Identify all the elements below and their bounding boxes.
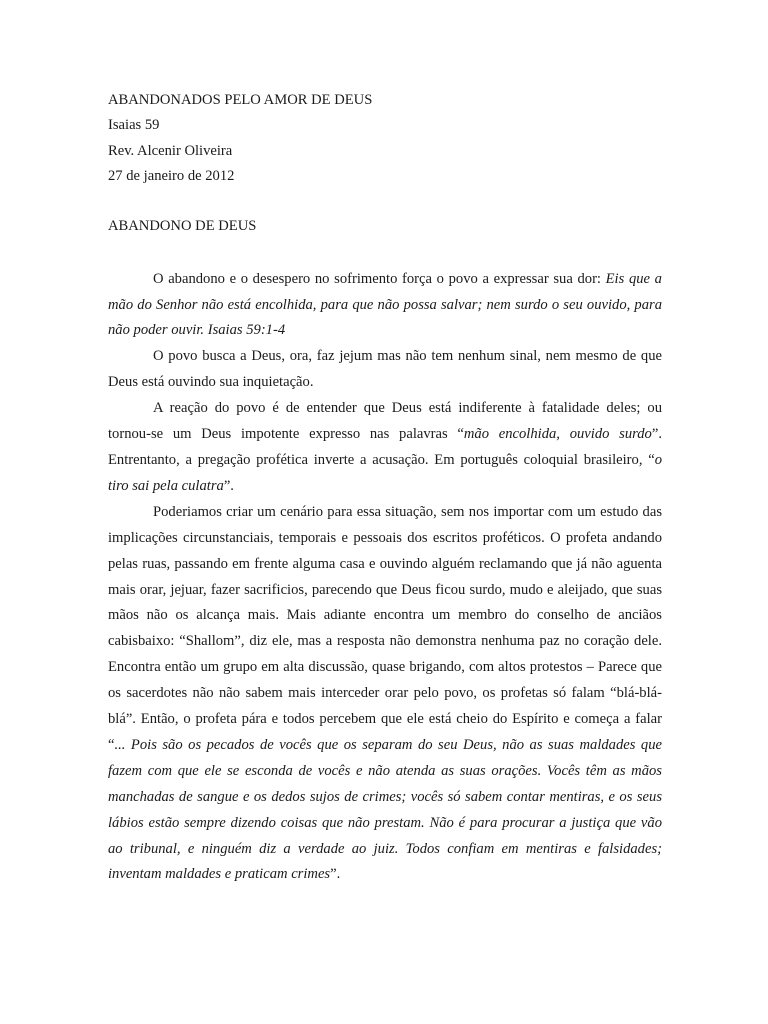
document-title: ABANDONADOS PELO AMOR DE DEUS — [108, 92, 373, 108]
paragraph-1-text: O abandono e o desespero no sofrimento força o povo a expressar sua dor: — [153, 270, 606, 287]
section-title: ABANDONO DE DEUS — [108, 217, 257, 234]
paragraph-1-quote: Eis que a mão do Senhor não está encolhida, para que não possa salvar; nem surdo o seu ouvido, para não poder ouvir. Isaias 59:1-4 — [108, 270, 662, 339]
paragraph-4-text: Poderiamos criar um cenário para essa situação, sem nos importar com um estudo das implicações circunstanciais, temporais e pessoais dos escritos proféticos. O profeta andando pelas ruas, passando em frente alguma casa e ouvindo alguém reclamando que já não aguenta mais orar, jejuar, fazer sacrificios, parecendo que Deus ficou surdo, mudo e aleijado, que suas mãos não os alcança mais. Mais adiante encontra um membro do conselho de anciãos cabisbaixo: “Shallom”, diz ele, mas a resposta não demonstra nenhuma paz no coração dele. Encontra então um grupo em alta discussão, quase brigando, com altos protestos – Parece que os sacerdotes não não sabem mais interceder orar pelo povo, os profetas só falam “blá-blá-blá”. Então, o profeta pára e todos percebem que ele está cheio do Espírito e começa a falar “ — [108, 503, 662, 753]
paragraph-3 — [108, 396, 662, 500]
paragraph-4-quote: ... Pois são os pecados de vocês que os separam do seu Deus, não as suas maldades que fazem com que ele se esconda de vocês e não atenda as suas orações. Vocês têm as mãos manchadas de sangue e os dedos sujos de crimes; vocês só sabem contar mentiras, e os seus lábios estão sempre dizendo coisas que não prestam. Não é para procurar a justiça que vão ao tribunal, e ninguém diz a verdade ao juiz. Todos confiam em mentiras e falsidades; inventam maldades e praticam crimes — [108, 736, 662, 883]
paragraph-1 — [108, 267, 662, 345]
paragraph-3-text-b: ”. Entrentanto, a pregação profética inverte a acusação. Em português coloquial brasileiro, “ — [108, 426, 662, 468]
paragraph-4-closing: ”. — [330, 866, 341, 883]
document-date: 27 de janeiro de 2012 — [108, 168, 235, 185]
paragraph-2 — [108, 344, 662, 396]
paragraph-3-quote-b: o tiro sai pela culatra — [108, 451, 662, 494]
body-text — [108, 267, 662, 889]
paragraph-3-text-a: A reação do povo é de entender que Deus está indiferente à fatalidade deles; ou tornou-se um Deus impotente expresso nas palavras “ — [108, 400, 662, 443]
scripture-reference: Isaias 59 — [108, 117, 160, 134]
paragraph-2-text: O povo busca a Deus, ora, faz jejum mas não tem nenhum sinal, nem mesmo de que Deus está ouvindo sua inquietação. — [108, 348, 662, 391]
document-header — [108, 88, 662, 190]
paragraph-3-text-c: ”. — [223, 477, 234, 494]
paragraph-4 — [108, 500, 662, 889]
paragraph-3-quote-a: mão encolhida, ouvido surdo — [463, 426, 652, 443]
author-name: Rev. Alcenir Oliveira — [108, 142, 233, 159]
